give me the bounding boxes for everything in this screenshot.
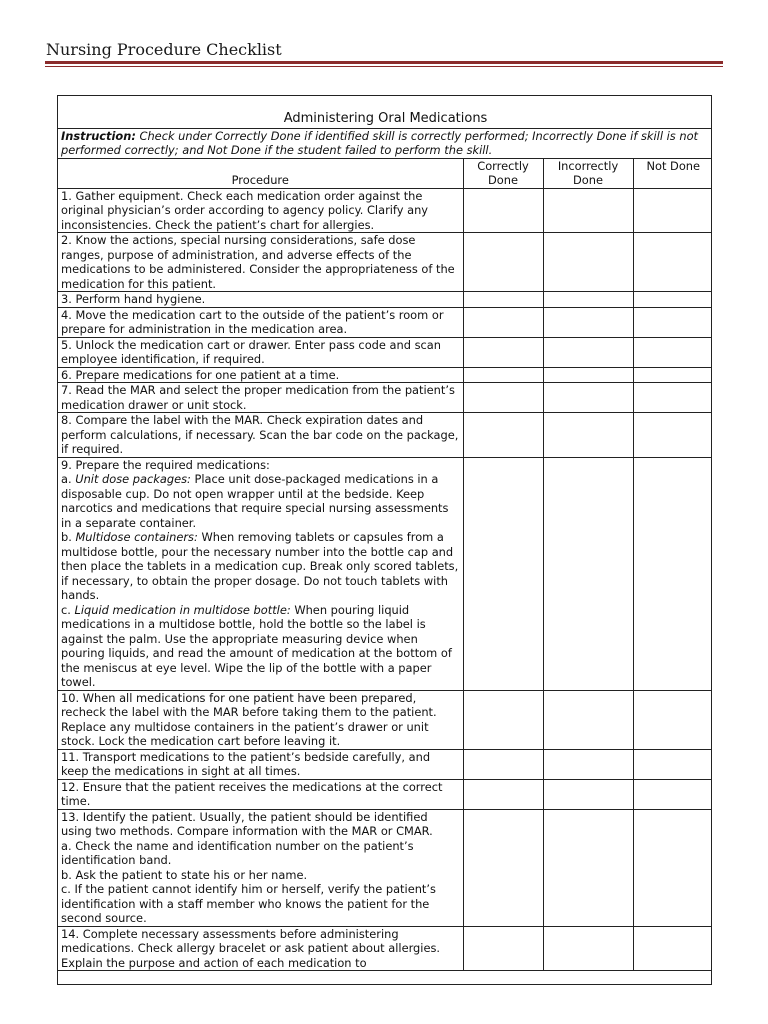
page-header-title: Nursing Procedure Checklist [46, 40, 282, 59]
table-row [58, 413, 712, 458]
column-header-correctly-done: Correctly Done [463, 158, 543, 188]
step-text: 7. Read the MAR and select the proper medication from the patient’s medication drawer or unit stock. [61, 383, 455, 412]
procedure-step [58, 292, 463, 308]
checkbox-cell-incorrect[interactable] [543, 690, 633, 749]
checkbox-cell-not-done[interactable] [633, 690, 712, 749]
table-row [58, 457, 712, 690]
step-line [61, 413, 460, 457]
checkbox-cell-not-done[interactable] [633, 233, 712, 292]
table-row [58, 809, 712, 926]
step-text: When pouring liquid medications in a multidose bottle, hold the bottle so the label is against the palm. Use the appropriate measuring device when pouring liquids, and read the amount of medication at the bottom of the meniscus at eye level. Wipe the lip of the bottle with a paper towel. [61, 602, 452, 689]
checkbox-cell-correct[interactable] [463, 188, 543, 233]
step-text: 5. Unlock the medication cart or drawer. Enter pass code and scan employee identification, if required. [61, 337, 441, 366]
checkbox-cell-not-done[interactable] [633, 457, 712, 690]
step-line [61, 458, 460, 473]
checkbox-cell-incorrect[interactable] [543, 337, 633, 367]
step-subheading: Multidose containers: [75, 530, 198, 544]
step-text: c. If the patient cannot identify him or herself, verify the patient’s identification with a staff member who knows the patient for the second source. [61, 882, 436, 925]
step-line [61, 780, 460, 809]
step-line [61, 839, 460, 868]
step-text: 14. Complete necessary assessments before administering medications. Check allergy bracelet or ask patient about allergies. Explain the purpose and action of each medication to [61, 926, 441, 970]
checkbox-cell-incorrect[interactable] [543, 779, 633, 809]
checkbox-cell-incorrect[interactable] [543, 383, 633, 413]
step-subheading: Liquid medication in multidose bottle: [74, 602, 291, 617]
checkbox-cell-not-done[interactable] [633, 307, 712, 337]
checkbox-cell-correct[interactable] [463, 292, 543, 308]
step-text: 4. Move the medication cart to the outside of the patient’s room or prepare for administration in the medication area. [61, 307, 444, 336]
checkbox-cell-correct[interactable] [463, 457, 543, 690]
step-line [61, 530, 460, 603]
procedure-step [58, 383, 463, 413]
instruction-text [58, 128, 712, 158]
checklist-table [58, 96, 712, 971]
step-text: c. [61, 602, 75, 617]
table-row [58, 337, 712, 367]
step-text: b. [61, 530, 76, 544]
checklist-sheet [57, 95, 712, 985]
table-row [58, 188, 712, 233]
instruction-label: Instruction: [61, 128, 136, 143]
checkbox-cell-correct[interactable] [463, 307, 543, 337]
step-text: 9. Prepare the required medications: [61, 457, 270, 472]
checkbox-cell-not-done[interactable] [633, 413, 712, 458]
checklist-title: Administering Oral Medications [58, 96, 712, 128]
checkbox-cell-incorrect[interactable] [543, 749, 633, 779]
procedure-step [58, 413, 463, 458]
step-text: 12. Ensure that the patient receives the medications at the correct time. [61, 779, 443, 808]
step-text: 8. Compare the label with the MAR. Check expiration dates and perform calculations, if necessary. Scan the bar code on the package, if required. [61, 413, 459, 456]
checkbox-cell-correct[interactable] [463, 749, 543, 779]
checkbox-cell-correct[interactable] [463, 413, 543, 458]
step-line [61, 308, 460, 337]
checkbox-cell-not-done[interactable] [633, 749, 712, 779]
column-header-procedure: Procedure [58, 158, 463, 188]
step-line [61, 368, 460, 383]
step-text: 13. Identify the patient. Usually, the patient should be identified using two methods. Compare information with the MAR or CMAR. [61, 809, 433, 838]
step-text: 3. Perform hand hygiene. [61, 292, 206, 306]
header-rule [45, 61, 723, 64]
step-line [61, 233, 460, 291]
table-row [58, 367, 712, 383]
table-row [58, 749, 712, 779]
procedure-step [58, 809, 463, 926]
column-header-row [58, 158, 712, 188]
checkbox-cell-correct[interactable] [463, 383, 543, 413]
checkbox-cell-not-done[interactable] [633, 188, 712, 233]
checkbox-cell-not-done[interactable] [633, 292, 712, 308]
step-text: 1. Gather equipment. Check each medication order against the original physician’s order according to agency policy. Clarify any inconsistencies. Check the patient’s chart for allergies. [61, 188, 429, 232]
step-text: Place unit dose-packaged medications in a disposable cup. Do not open wrapper until at the bedside. Keep narcotics and medications that require special nursing assessments in a separate container. [61, 472, 449, 530]
step-line [61, 338, 460, 367]
checkbox-cell-incorrect[interactable] [543, 457, 633, 690]
step-line [61, 292, 460, 307]
step-line [61, 472, 460, 530]
checkbox-cell-incorrect[interactable] [543, 233, 633, 292]
column-header-incorrectly-done: Incorrectly Done [543, 158, 633, 188]
checkbox-cell-not-done[interactable] [633, 367, 712, 383]
step-text: b. Ask the patient to state his or her name. [61, 867, 308, 882]
step-line [61, 927, 460, 971]
instruction-body: Check under Correctly Done if identified skill is correctly performed; Incorrectly Done if skill is not performed correctly; and Not Done if the student failed to perform the skill. [61, 128, 699, 157]
checkbox-cell-incorrect[interactable] [543, 809, 633, 926]
table-row [58, 779, 712, 809]
step-line [61, 189, 460, 233]
checkbox-cell-correct[interactable] [463, 926, 543, 971]
checkbox-cell-incorrect[interactable] [543, 188, 633, 233]
checkbox-cell-incorrect[interactable] [543, 367, 633, 383]
checkbox-cell-correct[interactable] [463, 233, 543, 292]
column-header-not-done: Not Done [633, 158, 712, 188]
step-text: 10. When all medications for one patient have been prepared, recheck the label with the MAR before taking them to the patient. Replace any multidose containers in the patient’s drawer or unit stock. Lock the medication cart before leaving it. [61, 690, 437, 748]
step-subheading: Unit dose packages: [75, 472, 191, 486]
checkbox-cell-not-done[interactable] [633, 926, 712, 971]
procedure-step [58, 337, 463, 367]
procedure-step [58, 457, 463, 690]
checkbox-cell-correct[interactable] [463, 690, 543, 749]
checkbox-cell-correct[interactable] [463, 779, 543, 809]
step-text: When removing tablets or capsules from a multidose bottle, pour the necessary number into the bottle cap and then place the tablets in a medication cup. Break only scored tablets, if necessary, to obtain the proper dosage. Do not touch tablets with hands. [61, 530, 459, 602]
checkbox-cell-not-done[interactable] [633, 809, 712, 926]
checkbox-cell-correct[interactable] [463, 367, 543, 383]
step-text: 2. Know the actions, special nursing considerations, safe dose ranges, purpose of administration, and adverse effects of the medications to be administered. Consider the appropriateness of the medication for this patient. [61, 233, 455, 291]
table-row [58, 233, 712, 292]
table-row [58, 307, 712, 337]
step-line [61, 810, 460, 839]
step-line [61, 868, 460, 883]
step-line [61, 691, 460, 749]
procedure-step [58, 307, 463, 337]
procedure-step [58, 690, 463, 749]
step-line [61, 383, 460, 412]
procedure-step [58, 367, 463, 383]
step-line [61, 603, 460, 690]
checkbox-cell-incorrect[interactable] [543, 292, 633, 308]
procedure-step [58, 926, 463, 971]
step-text: 6. Prepare medications for one patient at a time. [61, 367, 340, 382]
table-row [58, 926, 712, 971]
checkbox-cell-not-done[interactable] [633, 779, 712, 809]
procedure-step [58, 233, 463, 292]
checkbox-cell-not-done[interactable] [633, 383, 712, 413]
checkbox-cell-correct[interactable] [463, 337, 543, 367]
table-row [58, 690, 712, 749]
checkbox-cell-correct[interactable] [463, 809, 543, 926]
step-text: a. [61, 472, 76, 486]
checkbox-cell-not-done[interactable] [633, 337, 712, 367]
procedure-step [58, 779, 463, 809]
procedure-step [58, 749, 463, 779]
step-text: 11. Transport medications to the patient’s bedside carefully, and keep the medications in sight at all times. [61, 749, 431, 778]
header-rule-thin [45, 66, 723, 67]
table-row [58, 383, 712, 413]
checkbox-cell-incorrect[interactable] [543, 413, 633, 458]
procedure-step [58, 188, 463, 233]
checkbox-cell-incorrect[interactable] [543, 307, 633, 337]
step-line [61, 750, 460, 779]
checkbox-cell-incorrect[interactable] [543, 926, 633, 971]
step-text: a. Check the name and identification number on the patient’s identification band. [61, 838, 414, 867]
table-row [58, 292, 712, 308]
step-line [61, 882, 460, 926]
